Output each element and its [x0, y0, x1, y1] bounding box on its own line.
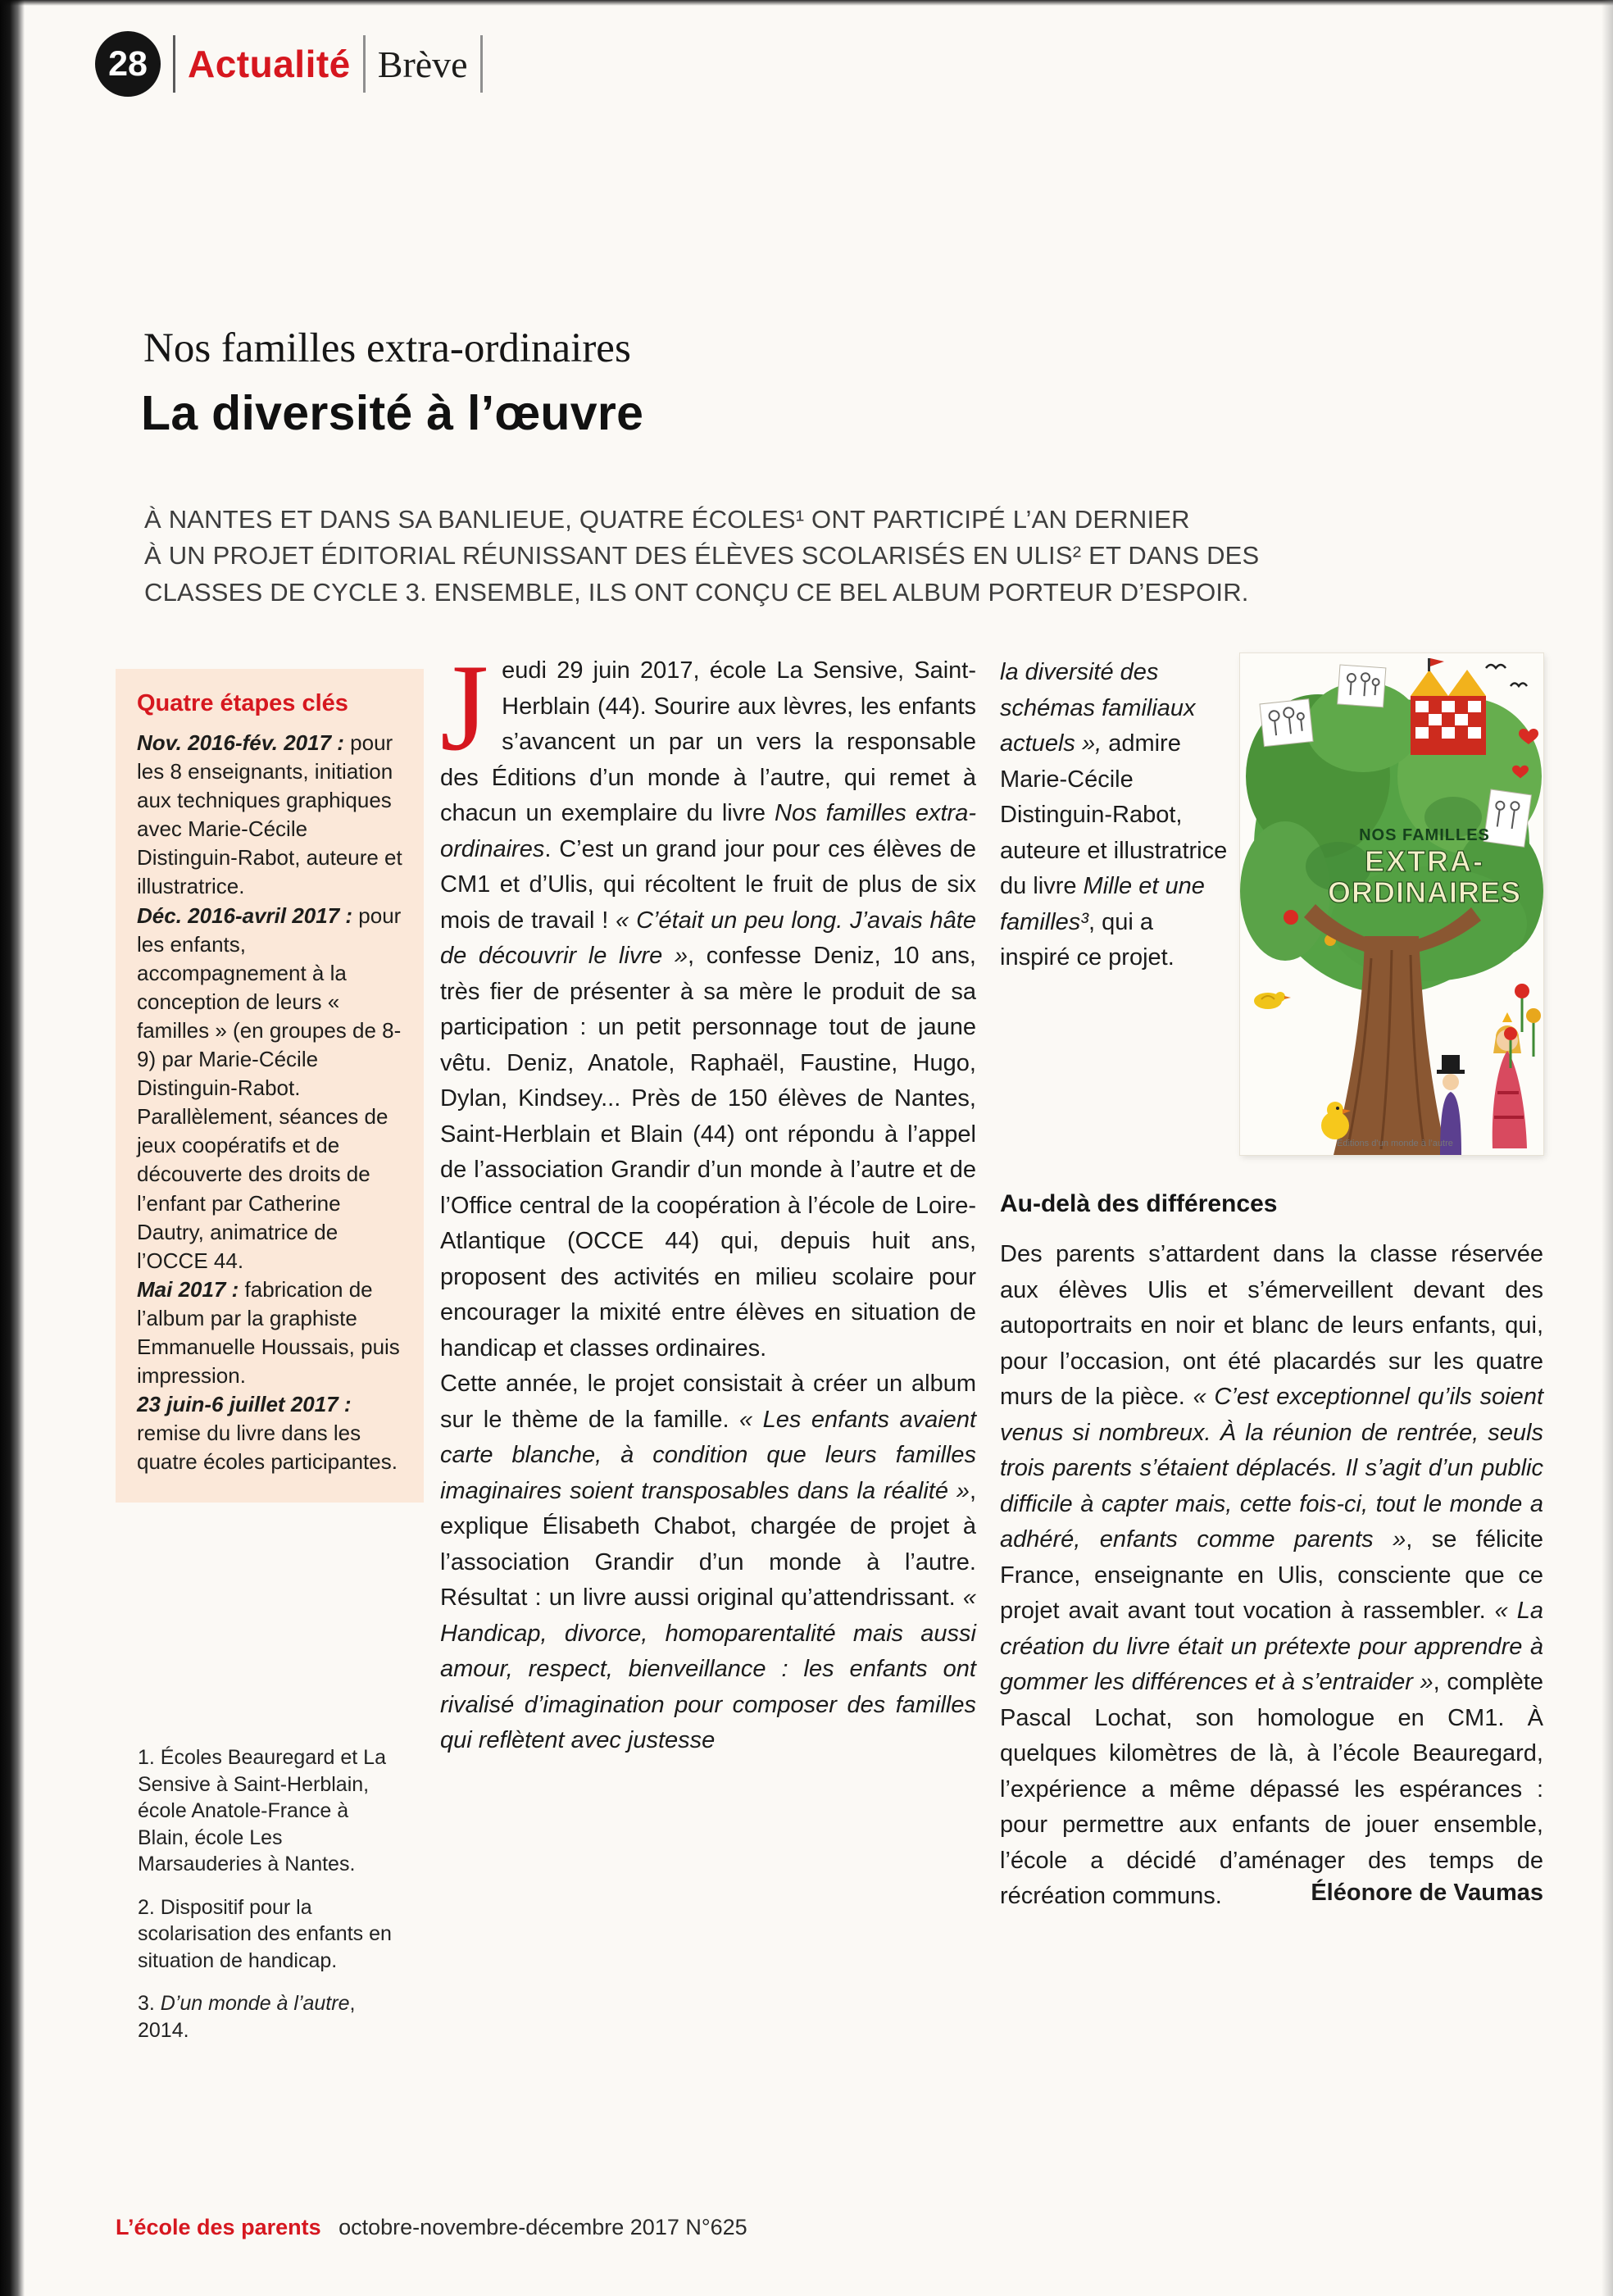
sidebar-paragraph: Mai 2017 : fabrication de l’album par la graphiste Emmanuelle Houssais, puis impression. — [137, 1276, 400, 1389]
cover-publisher: Éditions d’un monde à l’autre — [1337, 1139, 1453, 1148]
article-kicker: Nos familles extra-ordinaires — [143, 325, 631, 371]
sidebar-paragraph: 23 juin-6 juillet 2017 : remise du livre dans les quatre écoles participantes. — [137, 1392, 398, 1475]
footnote: 2. Dispositif pour la scolarisation des enfants en situation de handicap. — [138, 1895, 392, 1972]
header-divider — [173, 35, 175, 93]
standfirst-line: À UN PROJET ÉDITORIAL RÉUNISSANT DES ÉLÈVES SCOLARISÉS EN ULIS² ET DANS DES — [144, 541, 1260, 571]
footnote: 3. D’un monde à l’autre, 2014. — [138, 1992, 356, 2042]
standfirst — [144, 502, 1259, 611]
cover-title-line: NOS FAMILLES — [1359, 826, 1490, 844]
sidebar-paragraph: Déc. 2016-avril 2017 : pour les enfants, accompagnement à la conception de leurs « familles » (en groupes de 8-9) par Marie-Cécile Distinguin-Rabot. Parallèlement, séances de jeux coopératifs et de découverte des droits de l’enfant par Catherine Dautry, animatrice de l’OCCE 44. — [137, 902, 402, 1273]
sidebar-title: Quatre étapes clés — [137, 690, 348, 716]
article-column-2 — [1000, 653, 1543, 2194]
cover-title-line: ORDINAIRES — [1327, 875, 1522, 909]
article-paragraph: la diversité des schémas familiaux actuels », admire Marie-Cécile Distinguin-Rabot, auteure et illustratrice du livre Mille et une familles³, qui a inspiré ce projet. — [1000, 659, 1228, 971]
book-cover — [1240, 653, 1543, 1155]
article-paragraph — [440, 639, 976, 1366]
key-steps-box — [116, 669, 424, 1503]
scan-edge-left — [0, 0, 25, 2296]
page-footer — [116, 2215, 747, 2240]
dropcap: J — [440, 639, 489, 776]
article-column-1 — [440, 639, 977, 1759]
magazine-name: L’école des parents — [116, 2215, 321, 2239]
footnote: 1. Écoles Beauregard et La Sensive à Saint-Herblain, école Anatole-France à Blain, école Les Marsauderies à Nantes. — [138, 1746, 386, 1875]
article-paragraph: Cette année, le projet consistait à créer un album sur le thème de la famille. « Les enfants avaient carte blanche, à condition que leurs familles imaginaires soient transposables dans la réalité », explique Élisabeth Chabot, chargée de projet à l’association Grandir d’un monde à l’autre. Résultat : un livre aussi original qu’attendrissant. « Handicap, divorce, homoparentalité mais aussi amour, respect, bienveillance : les enfants ont rivalisé d’imagination pour composer des familles qui reflètent avec justesse — [440, 1371, 977, 1753]
footnotes — [138, 1744, 392, 2060]
subsection-label: Brève — [377, 43, 468, 85]
section-heading: Au-delà des différences — [1000, 1190, 1278, 1217]
page-number-badge: 28 — [95, 31, 161, 97]
family-drawing-card — [1484, 789, 1531, 847]
article-paragraph: Des parents s’attardent dans la classe réservée aux élèves Ulis et s’émerveillent devant des autoportraits en noir et blanc de leurs enfants, qui, pour l’occasion, ont été placardés sur les quatre murs de la pièce. « C’est exceptionnel qu’ils soient venus si nombreux. À la réunion de rentrée, seuls trois parents s’étaient déplacés. Il s’agit d’un public difficile à capter mais, cette fois-ci, tout le monde a adhéré, enfants comme parents », se félicite France, enseignante en Ulis, consciente que ce projet avait avant tout vocation à rassembler. « La création du livre était un prétexte pour apprendre à gommer les différences et à s’entraider », complète Pascal Lochat, son homologue en CM1. À quelques kilomètres de là, à l’école Beauregard, l’expérience a même dépassé les espérances : pour permettre aux enfants de jouer ensemble, l’école a décidé d’aménager des temps de récréation communs. — [1000, 1241, 1544, 1909]
scan-edge-top — [0, 0, 1613, 6]
article-headline: La diversité à l’œuvre — [141, 386, 644, 440]
scan-edge-right — [1602, 0, 1613, 2296]
article-body — [1000, 1237, 1543, 1907]
paragraph-text: eudi 29 juin 2017, école La Sensive, Saint-Herblain (44). Sourire aux lèvres, les enfants s’avancent un par un vers la responsable des Éditions d’un monde à l’autre, qui remet à chacun un exemplaire du livre Nos familles extra-ordinaires. C’est un grand jour pour ces élèves de CM1 et d’Ulis, qui récoltent le fruit de plus de six mois de travail ! « C’était un peu long. J’avais hâte de découvrir le livre », confesse Deniz, 10 ans, très fier de présenter à sa mère le produit de sa participation : un petit personnage tout de jaune vêtu. Deniz, Anatole, Raphaël, Faustine, Hugo, Dylan, Kindsey... Près de 150 élèves de Nantes, Saint-Herblain et Blain (44) ont répondu à l’appel de l’association Grandir d’un monde à l’autre et de l’Office central de la coopération à l’école de Loire-Atlantique (OCCE 44) qui, depuis huit ans, proposent des activités en milieu scolaire pour encourager la mixité entre élèves en situation de handicap et classes ordinaires. — [440, 657, 976, 1362]
author-byline: Éléonore de Vaumas — [1311, 1879, 1543, 1906]
sidebar-paragraph: Nov. 2016-fév. 2017 : pour les 8 enseignants, initiation aux techniques graphiques avec Marie-Cécile Distinguin-Rabot, auteure et illustratrice. — [137, 730, 402, 899]
header-divider — [363, 35, 366, 93]
header-divider — [480, 35, 483, 93]
family-drawing-card — [1338, 665, 1386, 707]
standfirst-line: À NANTES ET DANS SA BANLIEUE, QUATRE ÉCOLES¹ ONT PARTICIPÉ L’AN DERNIER — [144, 505, 1190, 534]
issue-info: octobre-novembre-décembre 2017 N°625 — [339, 2215, 747, 2239]
book-cover-illustration — [1240, 653, 1543, 1155]
page-header — [95, 30, 483, 98]
standfirst-line: CLASSES DE CYCLE 3. ENSEMBLE, ILS ONT CONÇU CE BEL ALBUM PORTEUR D’ESPOIR. — [144, 577, 1249, 607]
cover-title-line: EXTRA- — [1365, 844, 1484, 878]
section-label: Actualité — [188, 43, 351, 85]
family-drawing-card — [1260, 699, 1313, 747]
